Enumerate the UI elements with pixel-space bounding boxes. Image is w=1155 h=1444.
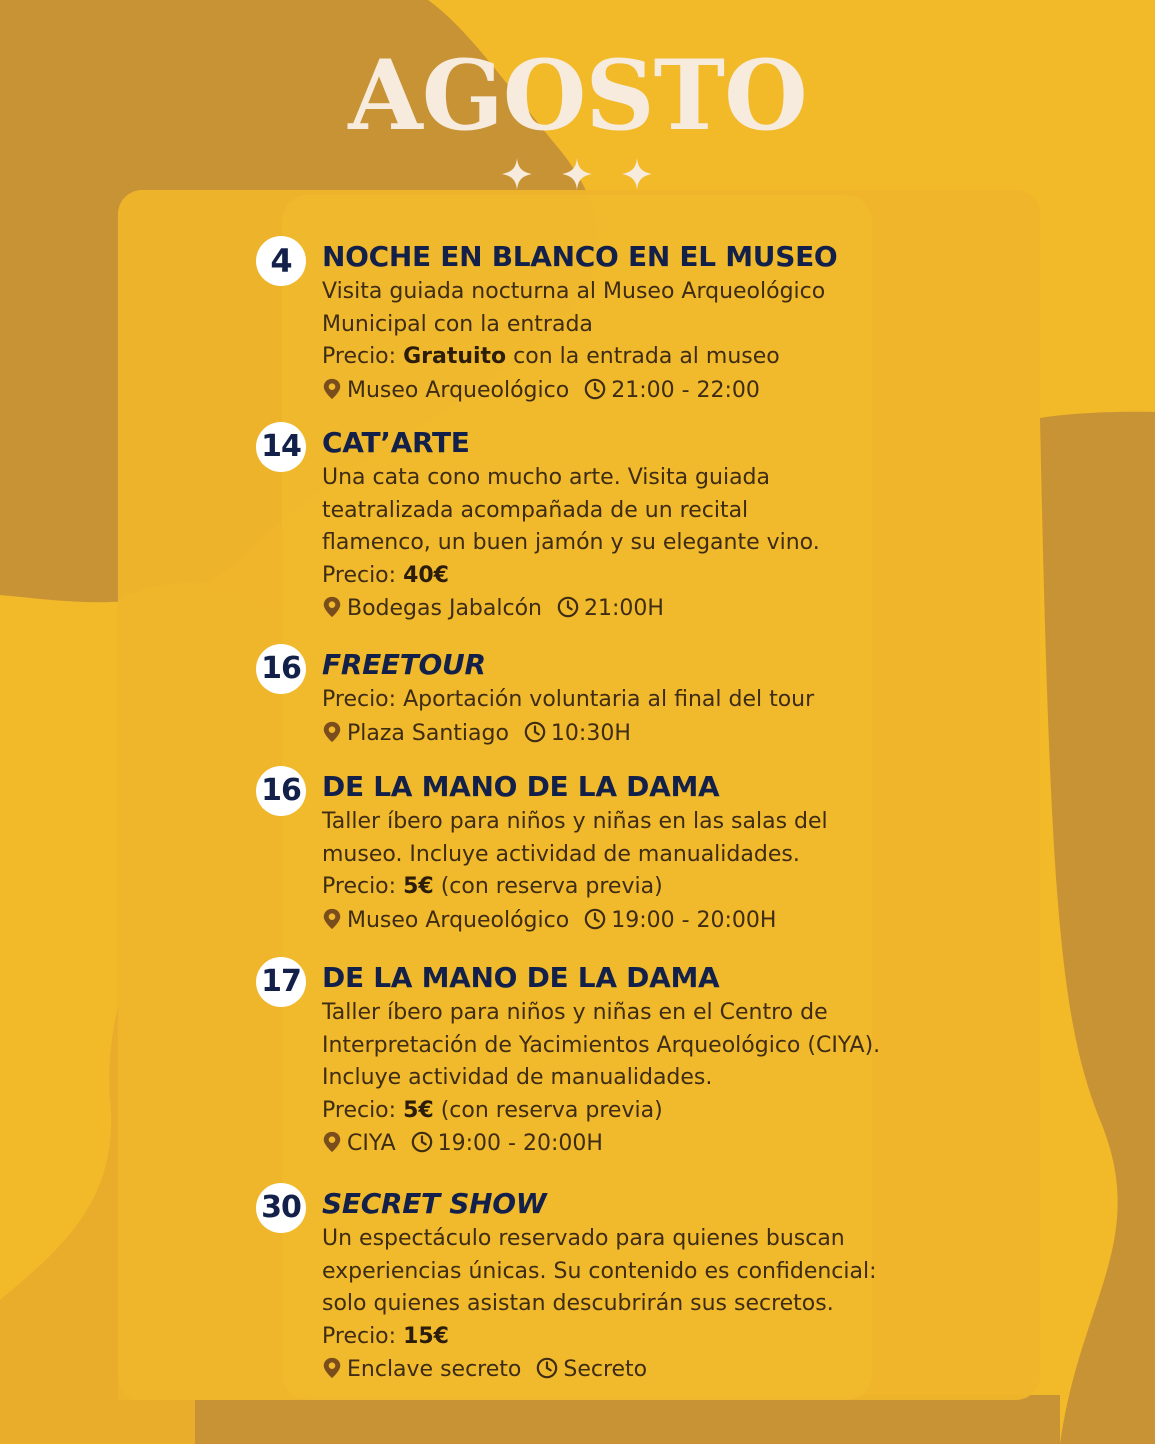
- sparkle-icon: [502, 158, 532, 190]
- event-description-line: Municipal con la entrada: [322, 311, 593, 337]
- event-price: [322, 1321, 922, 1354]
- price-value: Gratuito: [403, 344, 507, 369]
- event-price: [322, 560, 922, 593]
- map-pin-icon: [322, 596, 342, 618]
- event-title: SECRET SHOW: [322, 1187, 547, 1220]
- event-meta: [322, 1354, 922, 1387]
- price-label: Precio:: [322, 344, 397, 369]
- map-pin-icon: [322, 721, 342, 743]
- event-description-line: museo. Incluye actividad de manualidades.: [322, 841, 800, 867]
- event-price: [322, 1095, 922, 1128]
- price-label: Precio:: [322, 874, 397, 899]
- price-label: Precio:: [322, 1097, 397, 1123]
- event-description-line: Interpretación de Yacimientos Arqueológico (CIYA).: [322, 1032, 881, 1058]
- event-day-badge: 14: [256, 422, 306, 472]
- event-time: 21:00H: [583, 596, 664, 621]
- price-note: (con reserva previa): [440, 874, 663, 899]
- price-value: 15€: [403, 1323, 449, 1349]
- event-location: CIYA: [347, 1131, 396, 1156]
- clock-icon: [584, 908, 606, 930]
- page-title: AGOSTO: [348, 39, 807, 152]
- price-value: 40€: [403, 562, 449, 588]
- event-day-badge: 16: [256, 766, 306, 816]
- event-location: Enclave secreto: [347, 1357, 522, 1382]
- event-details: [322, 462, 922, 626]
- event-description-line: Taller íbero para niños y niñas en el Centro de: [322, 1000, 828, 1025]
- event-description-line: Una cata cono mucho arte. Visita guiada: [322, 465, 770, 490]
- event-meta: [322, 593, 922, 626]
- event-details: [322, 806, 922, 937]
- map-pin-icon: [322, 1357, 342, 1379]
- price-value: 5€: [403, 1097, 434, 1123]
- price-note: con la entrada al museo: [513, 344, 780, 369]
- event-details: [322, 276, 922, 407]
- map-pin-icon: [322, 908, 342, 930]
- clock-icon: [557, 596, 579, 618]
- event-location: Museo Arqueológico: [347, 377, 570, 403]
- map-pin-icon: [322, 378, 342, 400]
- event-title: NOCHE EN BLANCO EN EL MUSEO: [322, 240, 838, 273]
- clock-icon: [584, 378, 606, 400]
- price-note: Aportación voluntaria al final del tour: [403, 687, 815, 712]
- event-description-line: Incluye actividad de manualidades.: [322, 1065, 713, 1090]
- event-title: FREETOUR: [322, 648, 486, 681]
- event-meta: [322, 718, 922, 751]
- sparkle-icons: [500, 156, 660, 192]
- event-price: [322, 341, 922, 374]
- event-description-line: Taller íbero para niños y niñas en las salas del: [322, 809, 828, 834]
- event-time: 21:00 - 22:00: [611, 377, 760, 403]
- event-title: DE LA MANO DE LA DAMA: [322, 770, 720, 803]
- event-description-line: Visita guiada nocturna al Museo Arqueológico: [322, 279, 826, 304]
- clock-icon: [524, 721, 546, 743]
- event-day-badge: 30: [256, 1183, 306, 1233]
- event-description-line: teatralizada acompañada de un recital: [322, 497, 749, 523]
- price-note: (con reserva previa): [440, 1097, 663, 1123]
- sparkle-icon: [562, 158, 592, 190]
- event-meta: [322, 1128, 922, 1161]
- price-value: 5€: [403, 874, 434, 899]
- event-description-line: solo quienes asistan descubrirán sus secretos.: [322, 1291, 834, 1316]
- bottom-strip: [195, 1395, 1060, 1444]
- event-title: CAT’ARTE: [322, 426, 470, 459]
- event-title: DE LA MANO DE LA DAMA: [322, 961, 720, 994]
- event-price: [322, 871, 922, 904]
- price-label: Precio:: [322, 687, 397, 712]
- event-time: 10:30H: [550, 720, 631, 746]
- event-location: Bodegas Jabalcón: [347, 596, 542, 621]
- event-meta: [322, 375, 922, 408]
- event-meta: [322, 905, 922, 938]
- map-pin-icon: [322, 1131, 342, 1153]
- event-description-line: Un espectáculo reservado para quienes buscan: [322, 1226, 845, 1251]
- event-day-badge: 4: [256, 236, 306, 286]
- event-day-badge: 16: [256, 644, 306, 694]
- event-location: Plaza Santiago: [347, 720, 509, 746]
- sparkle-icon: [622, 158, 652, 190]
- event-description-line: flamenco, un buen jamón y su elegante vino.: [322, 530, 820, 555]
- price-label: Precio:: [322, 562, 397, 588]
- clock-icon: [411, 1131, 433, 1153]
- event-day-badge: 17: [256, 957, 306, 1007]
- event-location: Museo Arqueológico: [347, 907, 570, 933]
- price-label: Precio:: [322, 1323, 397, 1349]
- event-description-line: experiencias únicas. Su contenido es confidencial:: [322, 1258, 877, 1284]
- event-details: [322, 1223, 922, 1387]
- event-time: 19:00 - 20:00H: [437, 1131, 603, 1156]
- clock-icon: [536, 1357, 558, 1379]
- event-time: 19:00 - 20:00H: [611, 907, 777, 933]
- event-details: [322, 684, 922, 750]
- event-details: [322, 997, 922, 1161]
- event-price: [322, 684, 922, 717]
- event-time: Secreto: [563, 1357, 648, 1382]
